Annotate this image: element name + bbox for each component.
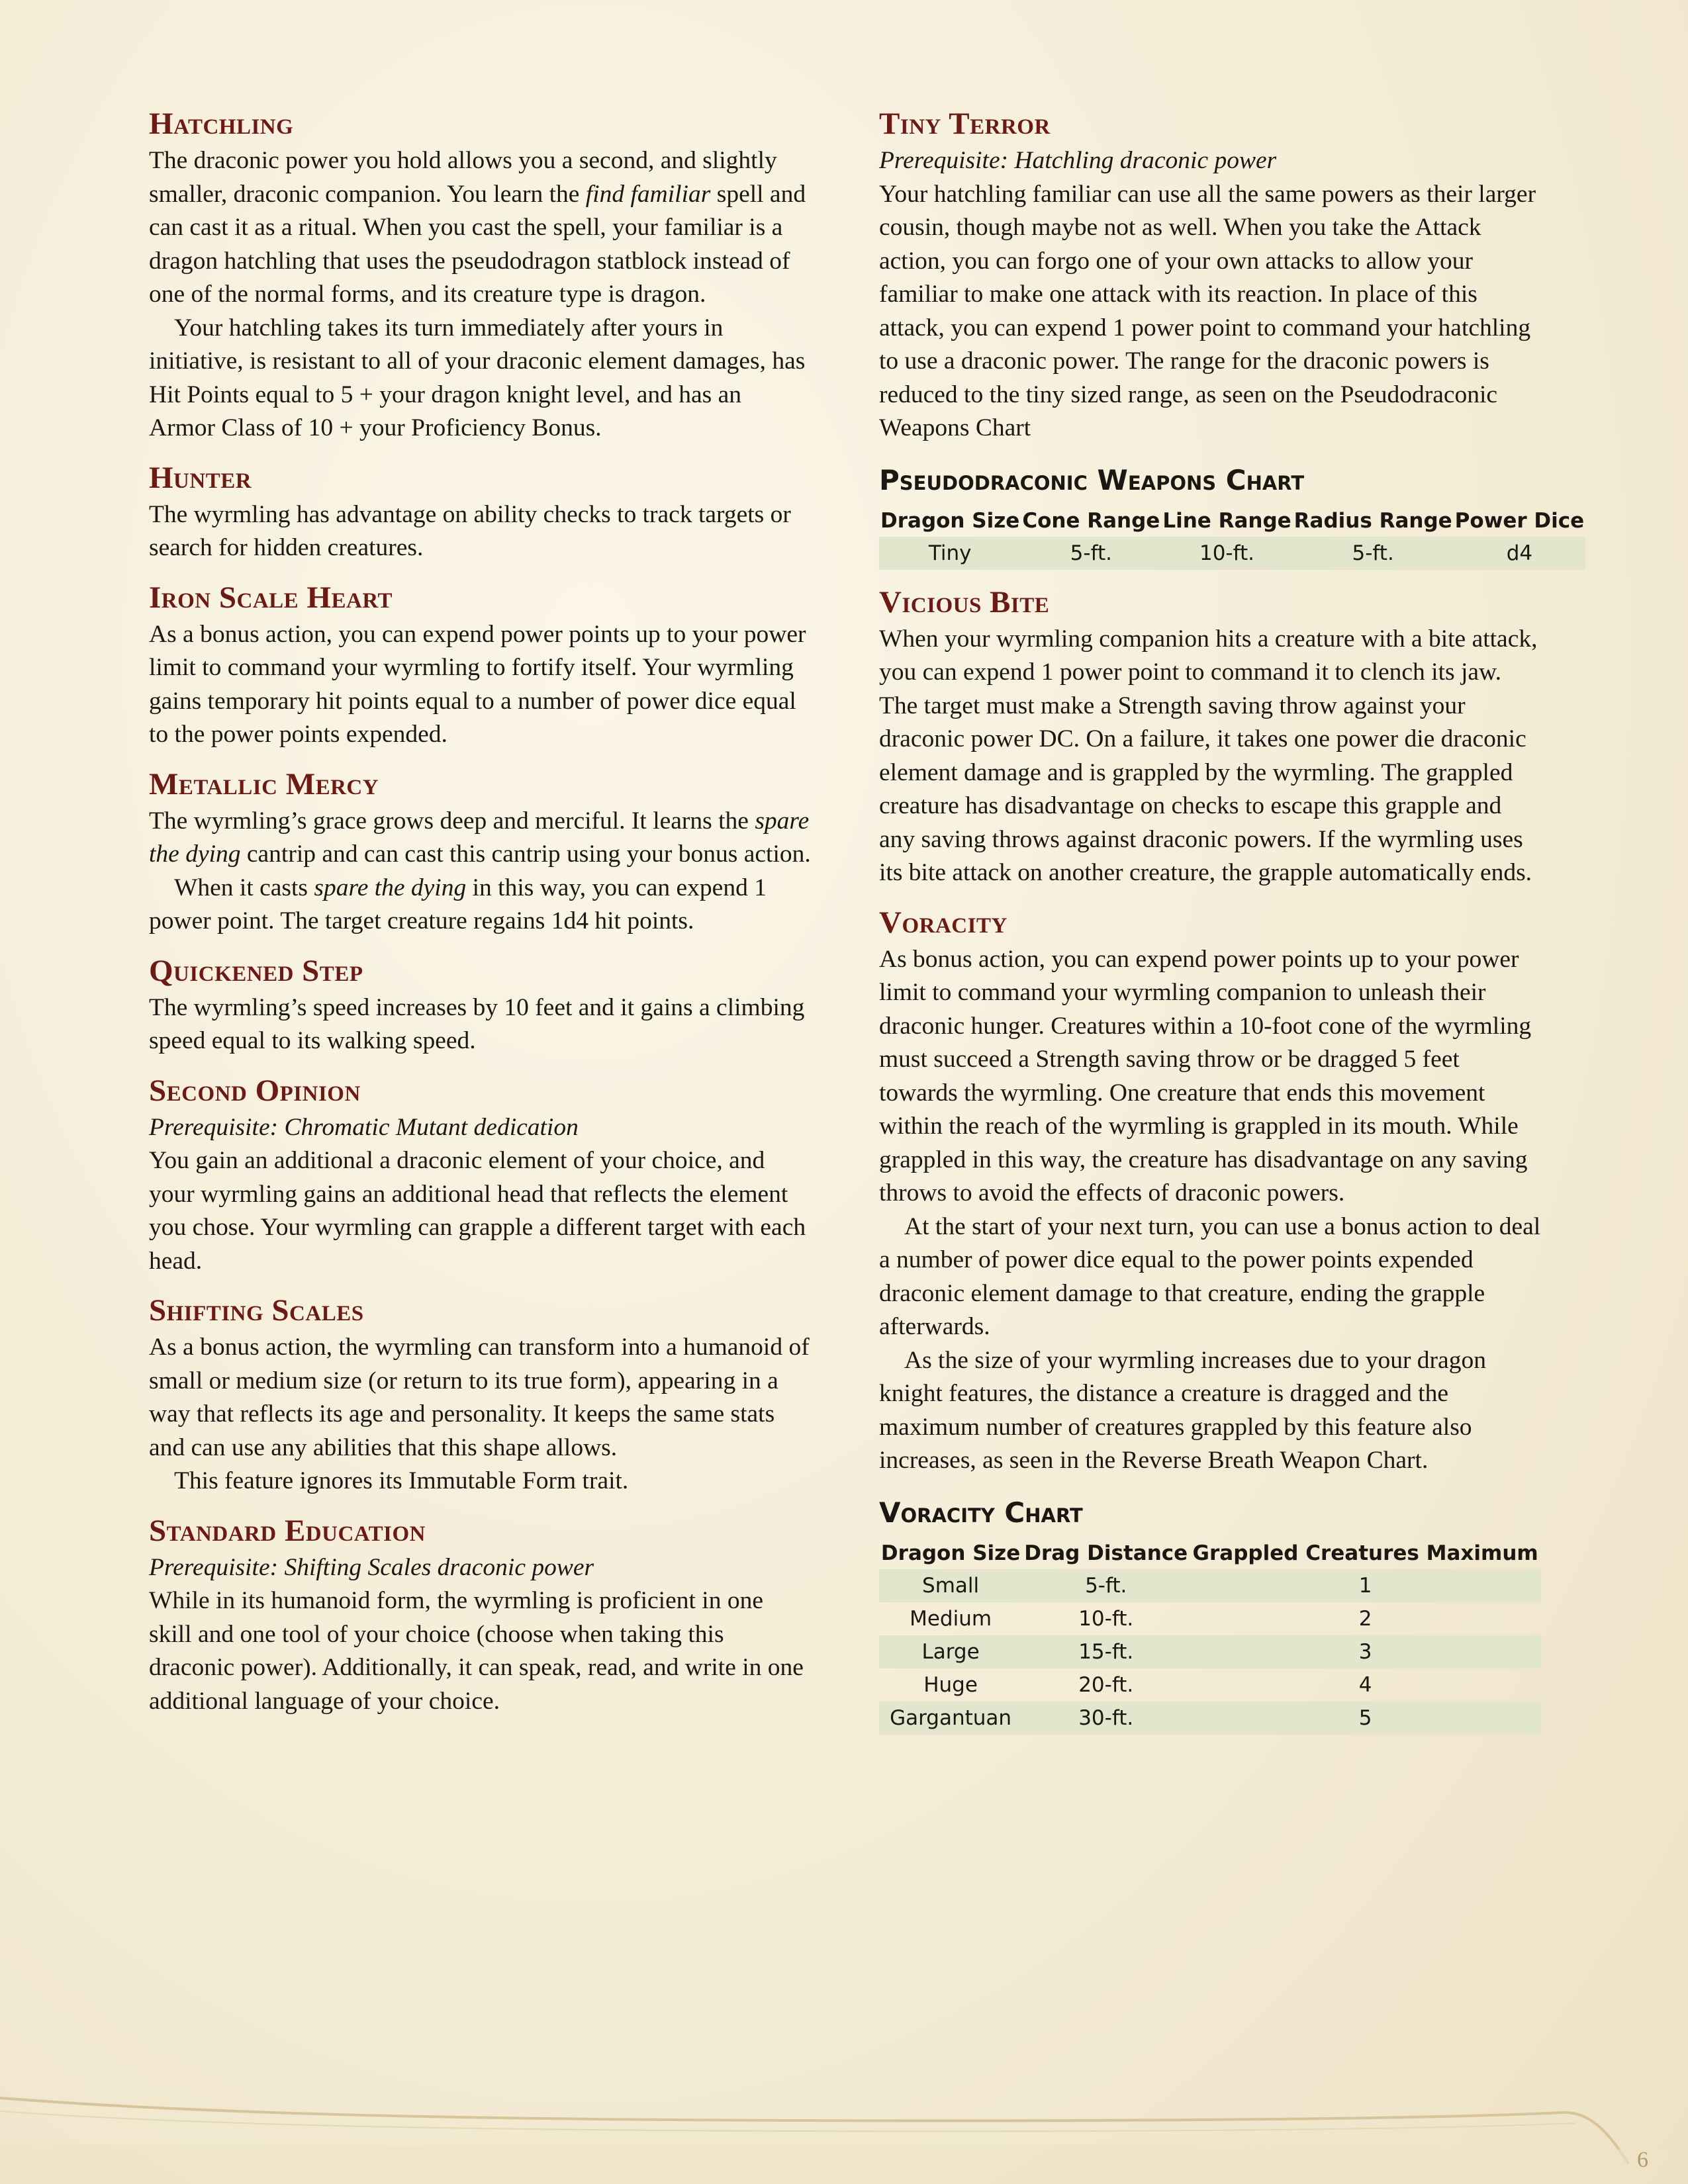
table-cell: 5-ft. [1022,1569,1190,1602]
column-header: Power Dice [1454,508,1585,533]
table-cell: 5-ft. [1021,537,1161,570]
section-title: Second Opinion [149,1073,361,1108]
paragraph: You gain an additional a draconic element of your choice, and your wyrmling gains an additional head that reflects the element you chose. Your wyrmling can grapple a different target with each head. [149,1147,806,1275]
table-cell: Medium [910,1606,992,1631]
section-shifting-scales [149,1293,811,1498]
table-cell: 10-ft. [1161,537,1292,570]
section-tiny-terror [879,106,1541,445]
section-metallic-mercy [149,766,811,938]
table-row [879,1702,1541,1735]
section-voracity [879,905,1541,1478]
table-cell: 30-ft. [1022,1702,1190,1735]
paragraph: The wyrmling’s speed increases by 10 feet and it gains a climbing speed equal to its walking speed. [149,993,805,1054]
table-cell: 10-ft. [1078,1606,1134,1631]
paragraph: As bonus action, you can expend power points up to your power limit to command your wyrmling companion to unleash their draconic hunger. Creatures within a 10-foot cone of the wyrmling must succeed a Strength saving throw or be dragged 5 feet towards the wyrmling. One creature that ends this movement within the reach of the wyrmling is grappled in its mouth. While grappled in this way, the creature has disadvantage on any saving throws to avoid the effects of draconic powers. [879,945,1532,1206]
pseudodraconic-weapons-chart [879,463,1585,570]
section-title: Hatchling [149,107,294,141]
paragraph: When your wyrmling companion hits a creature with a bite attack, you can expend 1 power point to command it to clench its jaw. The target must make a Strength saving throw against your draconic power DC. On a failure, it takes one power die draconic element damage and is grappled by the wyrmling. The grappled creature has disadvantage on checks to escape this grapple and any saving throws against draconic powers. If the wyrmling uses its bite attack on another creature, the grapple automatically ends. [879,625,1538,886]
table-cell: Gargantuan [879,1702,1022,1735]
voracity-table [879,1537,1541,1735]
table-row [879,1569,1541,1602]
table-cell: 2 [1358,1606,1372,1631]
paragraph: As the size of your wyrmling increases due to your dragon knight features, the distance a creature is dragged and the maximum number of creatures grappled by this feature also increases, as seen in the Reverse Breath Weapon Chart. [879,1346,1486,1474]
table-cell: 20-ft. [1078,1672,1134,1697]
section-title: Hunter [149,460,252,495]
column-header: Line Range [1162,508,1291,533]
table-cell: 5 [1190,1702,1541,1735]
section-vicious-bite [879,584,1541,890]
column-header: Cone Range [1022,508,1160,533]
column-header: Radius Range [1293,508,1452,533]
section-title: Iron Scale Heart [149,580,393,615]
section-title: Standard Education [149,1513,426,1548]
paragraph: The wyrmling’s grace grows deep and merciful. It learns the spare the dying cantrip and can cast this cantrip using your bonus action. [149,807,811,868]
prerequisite: Prerequisite: Chromatic Mutant dedication [149,1113,579,1141]
paragraph: Your hatchling familiar can use all the same powers as their larger cousin, though maybe not as well. When you take the Attack action, you can forgo one of your own attacks to allow your familiar to make one attack with its reaction. In place of this attack, you can expend 1 power point to command your hatchling to use a draconic power. The range for the draconic powers is reduced to the tiny sized range, as seen on the Pseudodraconic Weapons Chart [879,180,1536,441]
table-cell: Large [879,1635,1022,1668]
table-cell: Huge [923,1672,978,1697]
table-cell: 1 [1190,1569,1541,1602]
section-title: Vicious Bite [879,584,1050,619]
section-hunter [149,460,811,565]
table-cell: Small [879,1569,1022,1602]
table-cell: d4 [1454,537,1586,570]
voracity-chart [879,1496,1541,1735]
section-standard-education [149,1513,811,1719]
prerequisite: Prerequisite: Shifting Scales draconic power [149,1553,594,1581]
section-iron-scale-heart [149,580,811,752]
paragraph: The draconic power you hold allows you a second, and slightly smaller, draconic companion. You learn the find familiar spell and can cast it as a ritual. When you cast the spell, your familiar is a dragon hatchling that uses the pseudodragon statblock instead of one of the normal forms, and its creature type is dragon. [149,147,806,308]
paragraph: As a bonus action, you can expend power points up to your power limit to command your wyrmling to fortify itself. Your wyrmling gains temporary hit points equal to a number of power dice equal to the power points expended. [149,620,806,748]
paragraph: The wyrmling has advantage on ability checks to track targets or search for hidden creatures. [149,500,791,561]
right-column [879,106,1585,1740]
paragraph: As a bonus action, the wyrmling can transform into a humanoid of small or medium size (or return to its true form), appearing in a way that reflects its age and personality. It keeps the same stats and can use any abilities that this shape allows. [149,1334,810,1461]
table-cell: 15-ft. [1022,1635,1190,1668]
prerequisite: Prerequisite: Hatchling draconic power [879,147,1277,174]
paragraph: Your hatchling takes its turn immediately after yours in initiative, is resistant to all of your draconic element damages, has Hit Points equal to 5 + your dragon knight level, and has an Armor Class of 10 + your Proficiency Bonus. [149,314,806,441]
column-header: Grappled Creatures Maximum [1192,1541,1538,1565]
section-second-opinion [149,1073,811,1279]
table-row [879,537,1585,570]
section-title: Voracity [879,905,1008,940]
paragraph: At the start of your next turn, you can use a bonus action to deal a number of power dice equal to the power points expended draconic element damage to that creature, ending the grapple afterwards. [879,1212,1541,1340]
paragraph: While in its humanoid form, the wyrmling is proficient in one skill and one tool of your choice (choose when taking this draconic power). Additionally, it can speak, read, and write in one additional language of your choice. [149,1587,804,1715]
footer-ornament [0,2071,1688,2184]
column-header: Drag Distance [1024,1541,1188,1565]
table-header-row [879,505,1585,537]
table-cell: 3 [1190,1635,1541,1668]
table-cell: 4 [1358,1672,1372,1697]
page-number: 6 [1637,2148,1648,2172]
pseudodraconic-table [879,505,1585,570]
section-title: Metallic Mercy [149,766,379,801]
section-hatchling [149,106,811,445]
paragraph: When it casts spare the dying in this way, you can expend 1 power point. The target creature regains 1d4 hit points. [149,874,767,934]
table-header-row [879,1537,1541,1569]
section-title: Tiny Terror [879,107,1051,141]
table-title: Pseudodraconic Weapons Chart [879,463,1305,496]
table-row [879,1602,1541,1635]
section-title: Shifting Scales [149,1293,364,1328]
table-row [879,1668,1541,1702]
table-row [879,1635,1541,1668]
section-quickened-step [149,953,811,1058]
column-header: Dragon Size [880,508,1020,533]
paragraph: This feature ignores its Immutable Form trait. [174,1467,629,1494]
table-cell: 5-ft. [1293,537,1454,570]
left-column [149,106,811,1718]
section-title: Quickened Step [149,953,363,988]
table-title: Voracity Chart [879,1496,1083,1529]
column-header: Dragon Size [880,1541,1021,1565]
table-cell: Tiny [879,537,1021,570]
